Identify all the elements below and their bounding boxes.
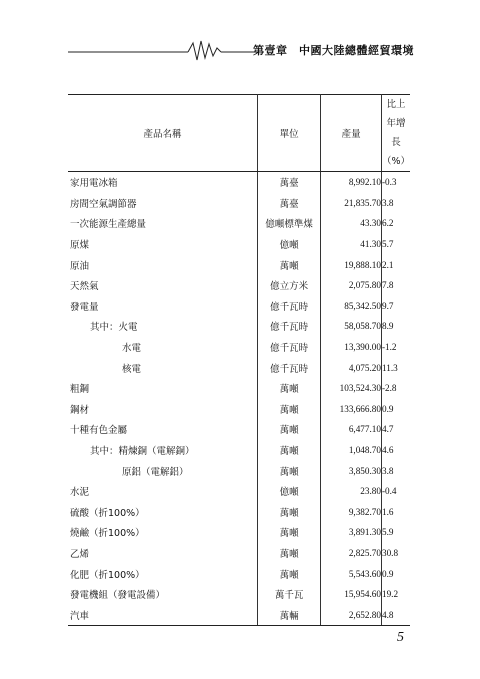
output-cell: 2,075.80 [321,275,382,296]
output-cell: 1,048.70 [321,440,382,461]
unit-cell: 萬噸 [257,440,320,461]
output-cell: 6,477.10 [321,419,382,440]
growth-cell: -0.3 [381,177,397,188]
output-cell: 5,543.60 [321,563,382,584]
product-name-cell: 鋼材 [68,399,257,420]
output-cell: 23.80 [321,481,382,502]
table-row [68,234,410,255]
growth-cell: 8.9 [381,321,394,332]
output-cell: 19,888.10 [321,254,382,275]
unit-cell: 萬噸 [257,563,320,584]
unit-cell: 億千瓦時 [257,316,320,337]
product-name-cell: 燒鹼（折100%） [68,522,257,543]
unit-cell: 億立方米 [257,275,320,296]
table-row [68,481,410,502]
unit-cell: 萬千瓦 [257,584,320,605]
output-cell: 9,382.70 [321,502,382,523]
product-name-cell: 一次能源生產總量 [68,213,257,234]
unit-cell: 億千瓦時 [257,357,320,378]
table-row [68,460,410,481]
unit-cell: 億噸標準煤 [257,213,320,234]
column-header-output: 產量 [321,95,382,172]
growth-cell: 30.8 [381,547,399,558]
product-name-cell: 十種有色金屬 [68,419,257,440]
table-row [68,440,410,461]
output-cell: 133,666.80 [321,399,382,420]
unit-cell: 萬噸 [257,502,320,523]
table-body [68,172,410,626]
table-row [68,399,410,420]
product-name-cell: 乙烯 [68,543,257,564]
table-row [68,213,410,234]
growth-cell: 3.8 [381,465,394,476]
unit-cell: 萬噸 [257,378,320,399]
product-name-cell: 核電 [68,357,257,378]
unit-cell: 億噸 [257,481,320,502]
table-row [68,584,410,605]
growth-cell: 11.3 [381,362,398,373]
growth-cell: 4.7 [381,424,394,435]
growth-cell: 9.7 [381,300,394,311]
output-cell: 21,835.70 [321,193,382,214]
chapter-title: 第壹章 中國大陸總體經貿環境 [253,44,414,57]
output-cell: 85,342.50 [321,296,382,317]
table-row [68,275,410,296]
table-row [68,357,410,378]
table-row [68,296,410,317]
table-row [68,316,410,337]
table-row [68,193,410,214]
product-name-cell: 硫酸（折100%） [68,502,257,523]
unit-cell: 萬輛 [257,604,320,625]
table-row [68,254,410,275]
production-table [68,94,410,626]
product-name-cell: 粗鋼 [68,378,257,399]
page-number: 5 [397,630,404,645]
unit-cell: 萬噸 [257,399,320,420]
growth-cell: -0.4 [381,486,397,497]
table-row [68,604,410,625]
growth-cell: -2.8 [381,383,397,394]
growth-header-line2: （%） [381,156,410,167]
table-row [68,522,410,543]
unit-cell: 億千瓦時 [257,296,320,317]
growth-cell: 2.1 [381,259,394,270]
unit-cell: 萬噸 [257,460,320,481]
table-row [68,502,410,523]
product-name-cell: 原煤 [68,234,257,255]
growth-cell: 19.2 [381,589,399,600]
table-row [68,419,410,440]
product-name-cell: 發電量 [68,296,257,317]
growth-header-line1: 比上年增長 [386,99,406,148]
unit-cell: 萬臺 [257,193,320,214]
product-name-cell: 原鋁（電解鋁） [68,460,257,481]
table-row [68,337,410,358]
growth-cell: 5.9 [381,527,394,538]
output-cell: 4,075.20 [321,357,382,378]
unit-cell: 億噸 [257,234,320,255]
column-header-growth [381,95,410,172]
growth-cell: 0.9 [381,403,394,414]
output-cell: 43.30 [321,213,382,234]
product-name-cell: 房間空氣調節器 [68,193,257,214]
unit-cell: 萬噸 [257,543,320,564]
output-cell: 13,390.00 [321,337,382,358]
growth-cell: 1.6 [381,506,394,517]
output-cell: 2,825.70 [321,543,382,564]
growth-cell: 4.8 [381,604,410,625]
table-row [68,378,410,399]
unit-cell: 萬噸 [257,419,320,440]
product-name-cell: 家用電冰箱 [68,172,257,193]
product-name-cell: 原油 [68,254,257,275]
column-header-unit: 單位 [257,95,320,172]
output-cell: 2,652.80 [321,604,382,625]
product-name-cell: 其中：精煉銅（電解銅） [68,440,257,461]
growth-cell: 6.2 [381,218,394,229]
product-name-cell: 汽車 [68,604,257,625]
product-name-cell: 其中：火電 [68,316,257,337]
table-row [68,543,410,564]
output-cell: 8,992.10 [321,172,382,193]
growth-cell: 0.9 [381,568,394,579]
product-name-cell: 發電機組（發電設備） [68,584,257,605]
growth-cell: 4.6 [381,445,394,456]
output-cell: 103,524.30 [321,378,382,399]
table-header-row [68,95,410,172]
growth-cell: 7.8 [381,280,394,291]
product-name-cell: 天然氣 [68,275,257,296]
table-row [68,563,410,584]
growth-cell: 3.8 [381,197,394,208]
product-name-cell: 化肥（折100%） [68,563,257,584]
table-row [68,172,410,193]
output-cell: 3,891.30 [321,522,382,543]
unit-cell: 億千瓦時 [257,337,320,358]
unit-cell: 萬臺 [257,172,320,193]
chapter-header [68,38,414,62]
output-cell: 58,058.70 [321,316,382,337]
product-name-cell: 水電 [68,337,257,358]
output-cell: 3,850.30 [321,460,382,481]
output-cell: 15,954.60 [321,584,382,605]
unit-cell: 萬噸 [257,522,320,543]
growth-cell: -1.2 [381,342,397,353]
output-cell: 41.30 [321,234,382,255]
unit-cell: 萬噸 [257,254,320,275]
product-name-cell: 水泥 [68,481,257,502]
column-header-product: 產品名稱 [68,95,257,172]
growth-cell: 5.7 [381,239,394,250]
